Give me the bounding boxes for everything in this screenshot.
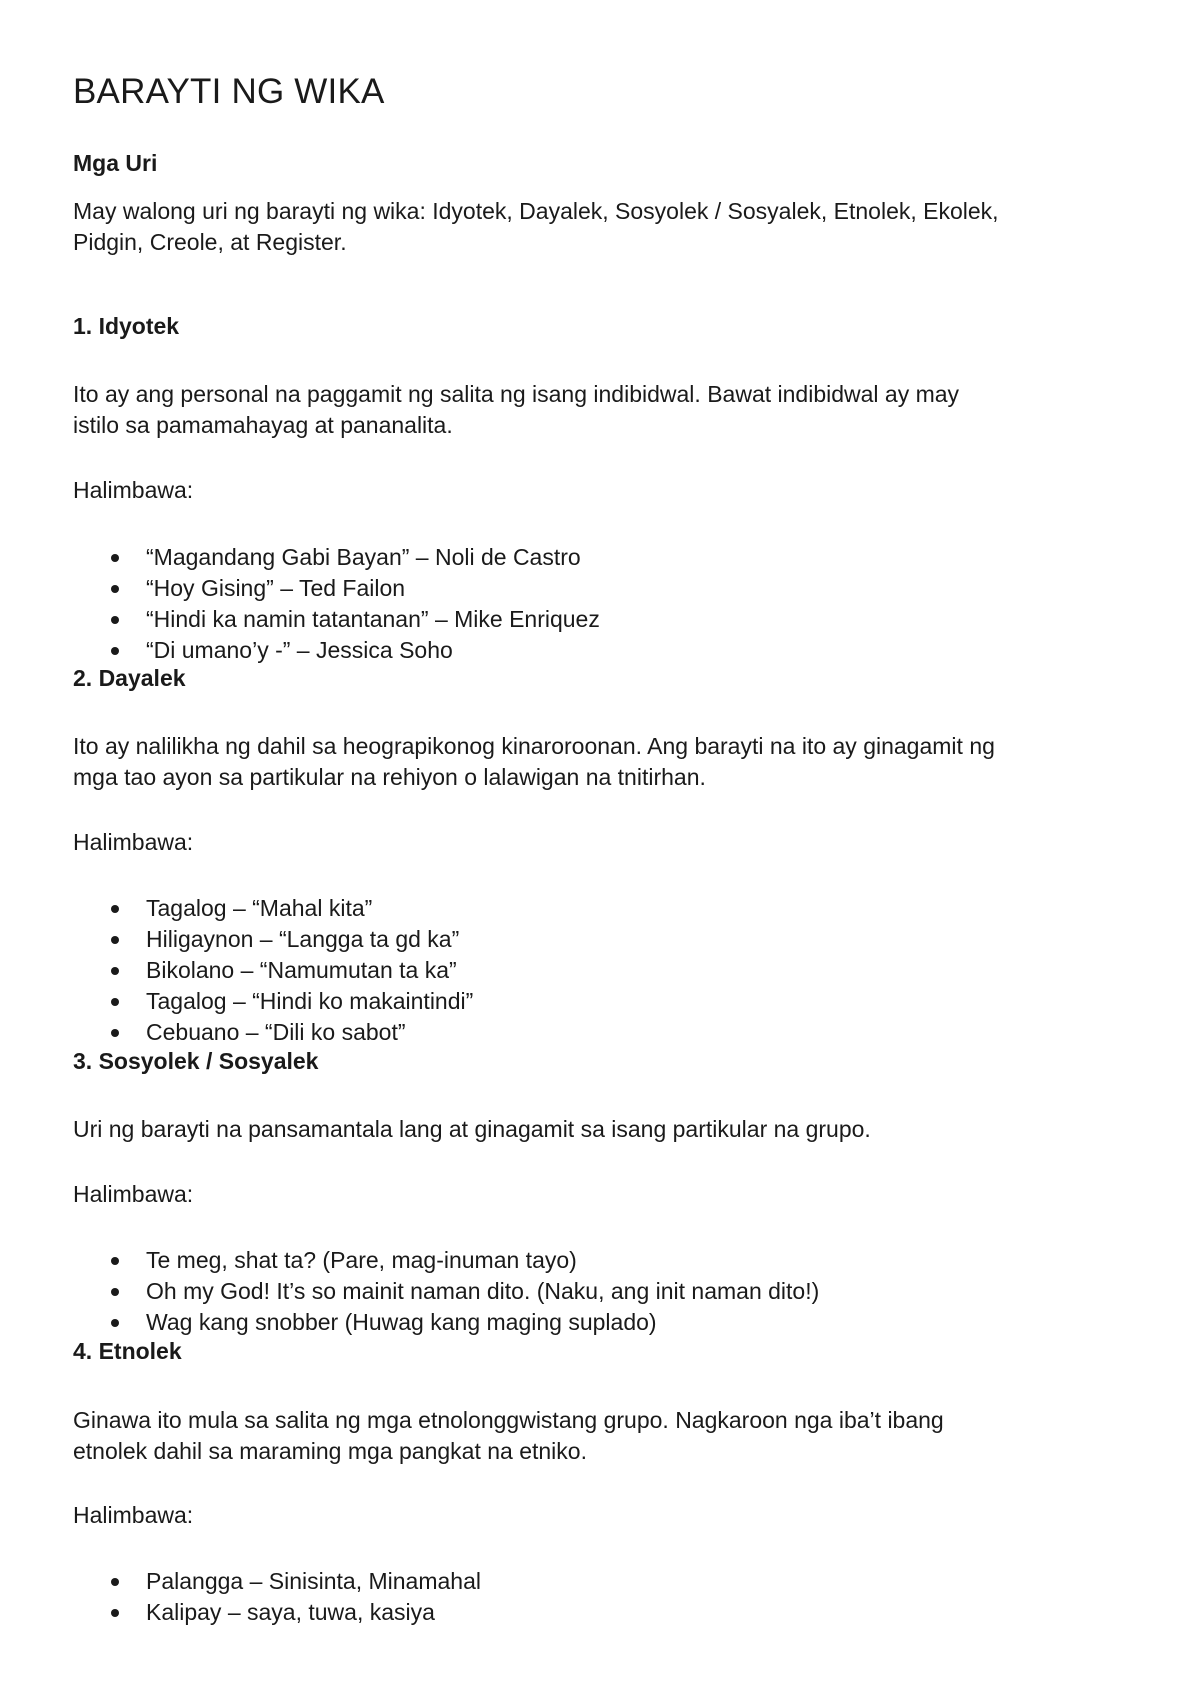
list-item-text: Kalipay – saya, tuwa, kasiya	[146, 1599, 435, 1625]
bullet-icon	[111, 1578, 119, 1586]
bullet-icon	[111, 905, 119, 913]
list-item	[73, 542, 600, 573]
list-item	[73, 604, 600, 635]
bullet-icon	[111, 1029, 119, 1037]
list-item-text: “Magandang Gabi Bayan” – Noli de Castro	[146, 544, 581, 570]
example-label-dayalek: Halimbawa:	[73, 829, 194, 855]
example-label-etnolek: Halimbawa:	[73, 1502, 194, 1528]
list-item	[73, 1597, 481, 1628]
list-item	[73, 893, 473, 924]
list-item-text: “Di umano’y -” – Jessica Soho	[146, 637, 453, 663]
document-title: BARAYTI NG WIKA	[73, 72, 385, 111]
list-item-text: Tagalog – “Hindi ko makaintindi”	[146, 988, 474, 1014]
section-heading-idyotek: 1. Idyotek	[73, 313, 180, 339]
list-item	[73, 1017, 473, 1048]
list-item	[73, 1307, 819, 1338]
intro-paragraph	[73, 196, 1133, 258]
list-item-text: Palangga – Sinisinta, Minamahal	[146, 1568, 481, 1594]
example-list-etnolek	[73, 1566, 481, 1628]
paragraph-line: Pidgin, Creole, at Register.	[73, 229, 347, 255]
list-item-text: “Hindi ka namin tatantanan” – Mike Enriquez	[146, 606, 600, 632]
example-list-dayalek	[73, 893, 473, 1048]
bullet-icon	[111, 1257, 119, 1265]
paragraph-line: istilo sa pamamahayag at pananalita.	[73, 412, 453, 438]
list-item-text: Wag kang snobber (Huwag kang maging suplado)	[146, 1309, 657, 1335]
paragraph-line: etnolek dahil sa maraming mga pangkat na etniko.	[73, 1438, 587, 1464]
section-paragraph-etnolek	[73, 1405, 1133, 1467]
example-list-sosyolek	[73, 1245, 819, 1338]
section-paragraph-dayalek	[73, 731, 1133, 793]
list-item-text: Oh my God! It’s so mainit naman dito. (Naku, ang init naman dito!)	[146, 1278, 820, 1304]
list-item-text: Tagalog – “Mahal kita”	[146, 895, 373, 921]
bullet-icon	[111, 998, 119, 1006]
intro-heading: Mga Uri	[73, 150, 158, 176]
bullet-icon	[111, 1609, 119, 1617]
bullet-icon	[111, 647, 119, 655]
paragraph-line: mga tao ayon sa partikular na rehiyon o lalawigan na tnitirhan.	[73, 764, 706, 790]
paragraph-line: Ginawa ito mula sa salita ng mga etnolonggwistang grupo. Nagkaroon nga iba’t ibang	[73, 1407, 944, 1433]
paragraph-line: May walong uri ng barayti ng wika: Idyotek, Dayalek, Sosyolek / Sosyalek, Etnolek, Ekolek,	[73, 198, 999, 224]
list-item	[73, 635, 600, 666]
bullet-icon	[111, 585, 119, 593]
list-item-text: Te meg, shat ta? (Pare, mag-inuman tayo)	[146, 1247, 577, 1273]
bullet-icon	[111, 616, 119, 624]
section-heading-sosyolek: 3. Sosyolek / Sosyalek	[73, 1048, 319, 1074]
list-item	[73, 986, 473, 1017]
example-label-idyotek: Halimbawa:	[73, 477, 194, 503]
example-label-sosyolek: Halimbawa:	[73, 1181, 194, 1207]
list-item	[73, 1276, 819, 1307]
list-item	[73, 1245, 819, 1276]
list-item	[73, 955, 473, 986]
bullet-icon	[111, 1288, 119, 1296]
list-item-text: Cebuano – “Dili ko sabot”	[146, 1019, 406, 1045]
list-item-text: Bikolano – “Namumutan ta ka”	[146, 957, 457, 983]
list-item-text: “Hoy Gising” – Ted Failon	[146, 575, 406, 601]
section-heading-dayalek: 2. Dayalek	[73, 665, 186, 691]
section-paragraph-sosyolek	[73, 1114, 1133, 1145]
paragraph-line: Ito ay nalilikha ng dahil sa heograpikonog kinaroroonan. Ang barayti na ito ay ginagamit ng	[73, 733, 995, 759]
list-item-text: Hiligaynon – “Langga ta gd ka”	[146, 926, 460, 952]
list-item	[73, 1566, 481, 1597]
bullet-icon	[111, 554, 119, 562]
section-heading-etnolek: 4. Etnolek	[73, 1338, 182, 1364]
bullet-icon	[111, 1319, 119, 1327]
bullet-icon	[111, 936, 119, 944]
list-item	[73, 573, 600, 604]
section-paragraph-idyotek	[73, 379, 1133, 441]
example-list-idyotek	[73, 542, 600, 666]
list-item	[73, 924, 473, 955]
paragraph-line: Uri ng barayti na pansamantala lang at ginagamit sa isang partikular na grupo.	[73, 1116, 871, 1142]
paragraph-line: Ito ay ang personal na paggamit ng salita ng isang indibidwal. Bawat indibidwal ay may	[73, 381, 960, 407]
bullet-icon	[111, 967, 119, 975]
